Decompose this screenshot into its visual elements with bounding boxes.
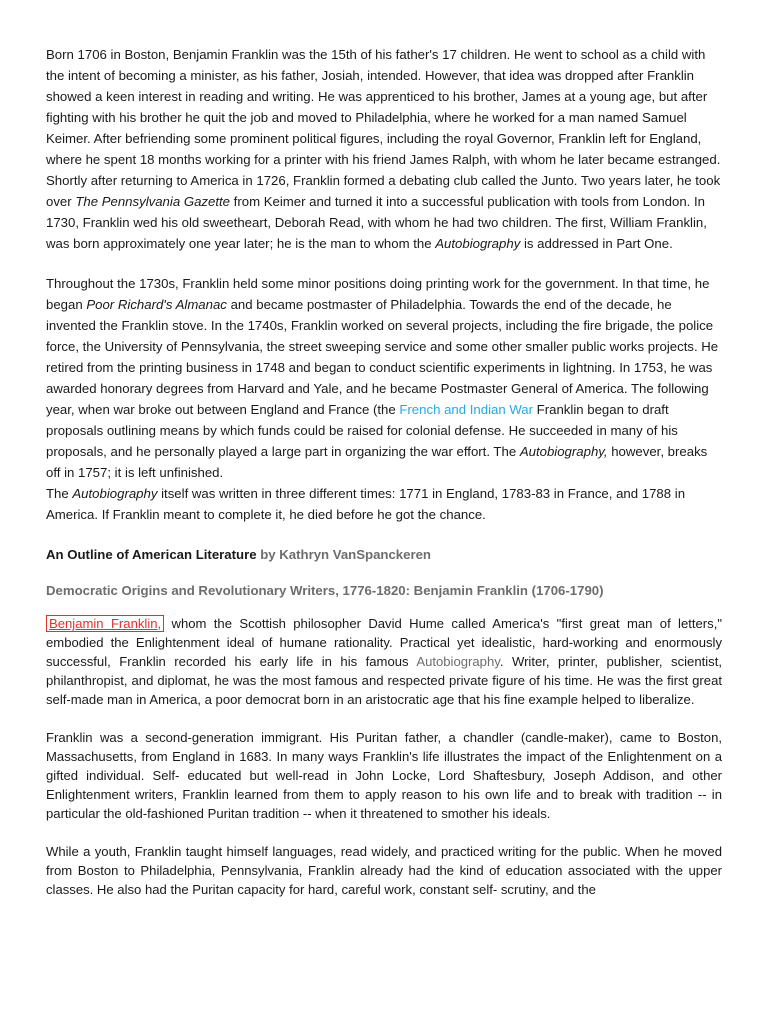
italic-title-autobiography-2: Autobiography, [519, 444, 608, 459]
outline-title: An Outline of American Literature [46, 547, 257, 562]
italic-title-gazette: The Pennsylvania Gazette [75, 194, 231, 209]
paragraph-early-life: Born 1706 in Boston, Benjamin Franklin was the 15th of his father's 17 children. He went to school as a child with the intent of becoming a minister, as his father, Josiah, intended. However, that idea was dropped after Franklin showed a keen interest in reading and writing. He was apprenticed to his brother, James at a young age, but after fighting with his brother he quit the job and moved to Philadelphia, where he worked for a man named Samuel Keimer. After befriending some prominent political figures, including the royal Governor, Franklin left for England, where he spent 18 months working for a printer with his friend James Ralph, with whom he later became estranged. Shortly after returning to America in 1726, Franklin formed a debating club called the Junto. Two years later, he took over The Pennsylvania Gazette from Keimer and turned it into a successful publication with tools from London. In 1730, Franklin wed his old sweetheart, Deborah Read, with whom he had two children. The first, William Franklin, was born approximately one year later; he is the man to whom the Autobiography is addressed in Part One. [46, 47, 721, 251]
paragraph-1730s: Throughout the 1730s, Franklin held some minor positions doing printing work for the government. In that time, he began Poor Richard's Almanac and became postmaster of Philadelphia. Towards the end of the decade, he invented the Franklin stove. In the 1740s, Franklin worked on several projects, including the fire brigade, the police force, the University of Pennsylvania, the street sweeping service and some other smaller public works projects. He retired from the printing business in 1748 and began to conduct scientific experiments in lightning. In 1753, he was awarded honorary degrees from Harvard and Yale, and he became Postmaster General of America. The following year, when war broke out between England and France (the French and Indian War Franklin began to draft proposals outlining means by which funds could be raised for colonial defense. He succeeded in many of his proposals, and he personally played a large part in organizing the war effort. The Autobiography, however, breaks off in 1757; it is left unfinished. [46, 276, 719, 480]
benjamin-franklin-link[interactable]: Benjamin Franklin, [46, 615, 164, 632]
paragraph-franklin-intro: Benjamin Franklin, whom the Scottish philosopher David Hume called America's "first great man of letters," embodied the Enlightenment ideal of humane rationality. Practical yet idealistic, hard-working and enormously successful, Franklin recorded his early life in his famous Autobiography. Writer, printer, publisher, scientist, philanthropist, and diplomat, he was the most famous and respected private figure of his time. He was the first great self-made man in America, a poor democrat born in an aristocratic age that his fine example helped to liberalize. [46, 616, 723, 707]
paragraph-autobiography-dates: The Autobiography itself was written in three different times: 1771 in England, 1783-83 in France, and 1788 in America. If Franklin meant to complete it, he died before he got the chance. [46, 486, 686, 522]
outline-heading [46, 544, 722, 565]
italic-title-autobiography: Autobiography [435, 236, 521, 251]
paragraph-immigrant: Franklin was a second-generation immigrant. His Puritan father, a chandler (candle-maker), came to Boston, Massachusetts, from England in 1683. In many ways Franklin's life illustrates the impact of the Enlightenment on a gifted individual. Self- educated but well-read in John Locke, Lord Shaftesbury, Joseph Addison, and other Enlightenment writers, Franklin learned from them to apply reason to his own life and to break with tradition -- in particular the old-fashioned Puritan tradition -- when it threatened to smother his ideals. [46, 730, 722, 821]
section-subheading: Democratic Origins and Revolutionary Writers, 1776-1820: Benjamin Franklin (1706-1790) [46, 583, 604, 598]
italic-title-autobiography-3: Autobiography [72, 486, 158, 501]
french-indian-war-link[interactable]: French and Indian War [399, 402, 534, 417]
italic-title-almanac: Poor Richard's Almanac [86, 297, 227, 312]
autobiography-link[interactable]: Autobiography [416, 654, 500, 669]
paragraph-youth: While a youth, Franklin taught himself languages, read widely, and practiced writing for the public. When he moved from Boston to Philadelphia, Pennsylvania, Franklin already had the kind of education associated with the upper classes. He also had the Puritan capacity for hard, careful work, constant self- scrutiny, and the [46, 844, 722, 897]
outline-author: by Kathryn VanSpanckeren [256, 547, 431, 562]
